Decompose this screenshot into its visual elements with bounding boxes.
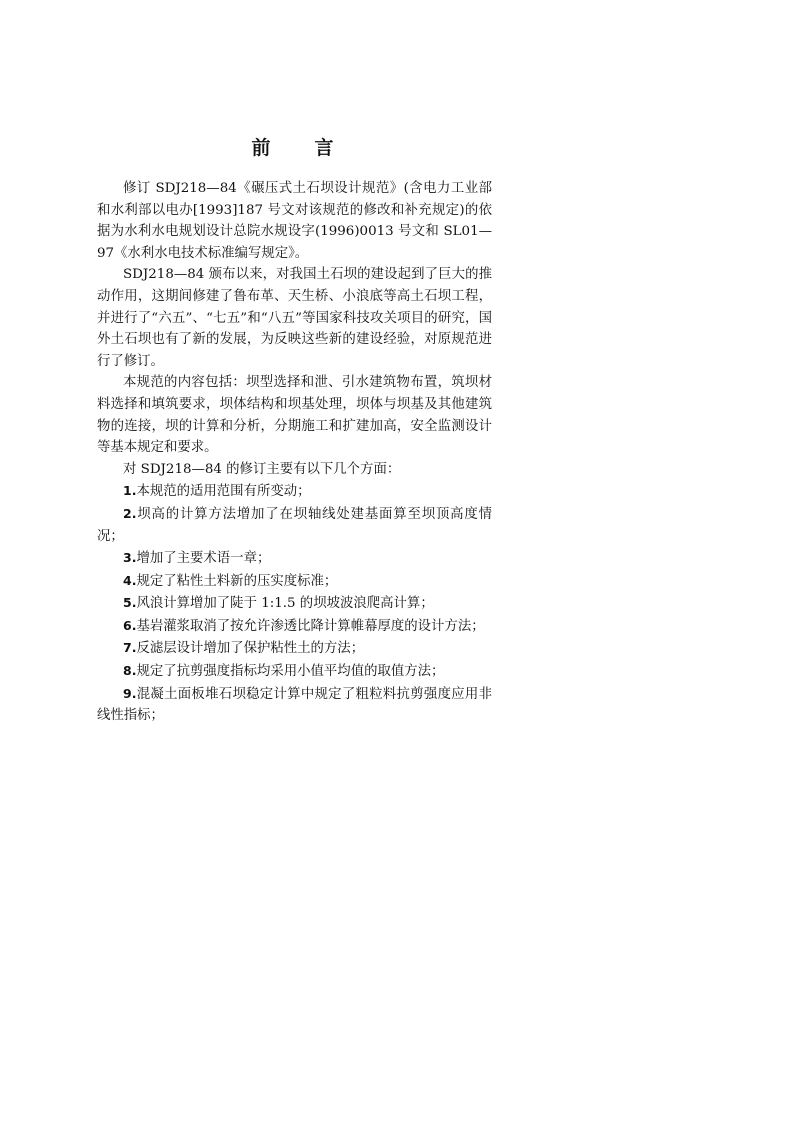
item-text: 风浪计算增加了陡于 1:1.5 的坝坡波浪爬高计算； [136,596,434,612]
item-number: 9. [123,685,137,701]
revision-item [97,615,492,638]
item-number: 7. [123,640,137,656]
item-number: 8. [123,663,137,679]
revision-item [97,503,492,547]
item-number: 1. [123,483,137,499]
item-number: 2. [123,505,137,521]
revision-item [97,660,492,683]
revision-item [97,480,492,503]
revision-item [97,592,492,615]
item-text: 混凝土面板堆石坝稳定计算中规定了粗粒料抗剪强度应用非线性指标； [97,686,492,724]
item-text: 反滤层设计增加了保护粘性土的方法； [136,641,365,657]
paragraph-contents: 本规范的内容包括：坝型选择和泄、引水建筑物布置，筑坝材料选择和填筑要求，坝体结构和坝基处理，坝体与坝基及其他建筑物的连接，坝的计算和分析，分期施工和扩建加高，安全监测设计等基本规定和要求。 [97,375,492,456]
item-number: 6. [123,617,137,633]
item-text: 规定了抗剪强度指标均采用小值平均值的取值方法； [136,664,445,680]
item-number: 5. [123,595,137,611]
revision-item [97,683,492,727]
revision-item [97,570,492,593]
title-char-left: 前 [251,137,271,159]
paragraph-revision-intro: 对 SDJ218—84 的修订主要有以下几个方面： [123,461,401,477]
revision-item [97,637,492,660]
item-number: 4. [123,572,137,588]
title-char-right: 言 [314,137,334,159]
item-text: 增加了主要术语一章； [136,551,271,567]
page-title [0,133,585,160]
item-text: 规定了粘性土料新的压实度标准； [136,573,338,589]
item-text: 基岩灌浆取消了按允许渗透比降计算帷幕厚度的设计方法； [136,618,485,634]
paragraph-revision-basis: 修订 SDJ218—84《碾压式土石坝设计规范》(含电力工业部和水利部以电办[1993]187 号文对该规范的修改和补充规定)的依据为水利水电规划设计总院水规设字(1996)0013 号文和 SL01—97《水利水电技术标准编写规定》。 [97,181,492,261]
item-text: 本规范的适用范围有所变动； [136,484,311,500]
paragraph-background: SDJ218—84 颁布以来，对我国土石坝的建设起到了巨大的推动作用，这期间修建了鲁布革、天生桥、小浪底等高土石坝工程，并进行了“六五”、“七五”和“八五”等国家科技攻关项目的研究，国外土石坝也有了新的发展，为反映这些新的建设经验，对原规范进行了修订。 [97,267,492,369]
item-number: 3. [123,550,137,566]
document-body [97,178,492,727]
item-text: 坝高的计算方法增加了在坝轴线处建基面算至坝顶高度情况； [97,506,492,544]
revision-item [97,547,492,570]
